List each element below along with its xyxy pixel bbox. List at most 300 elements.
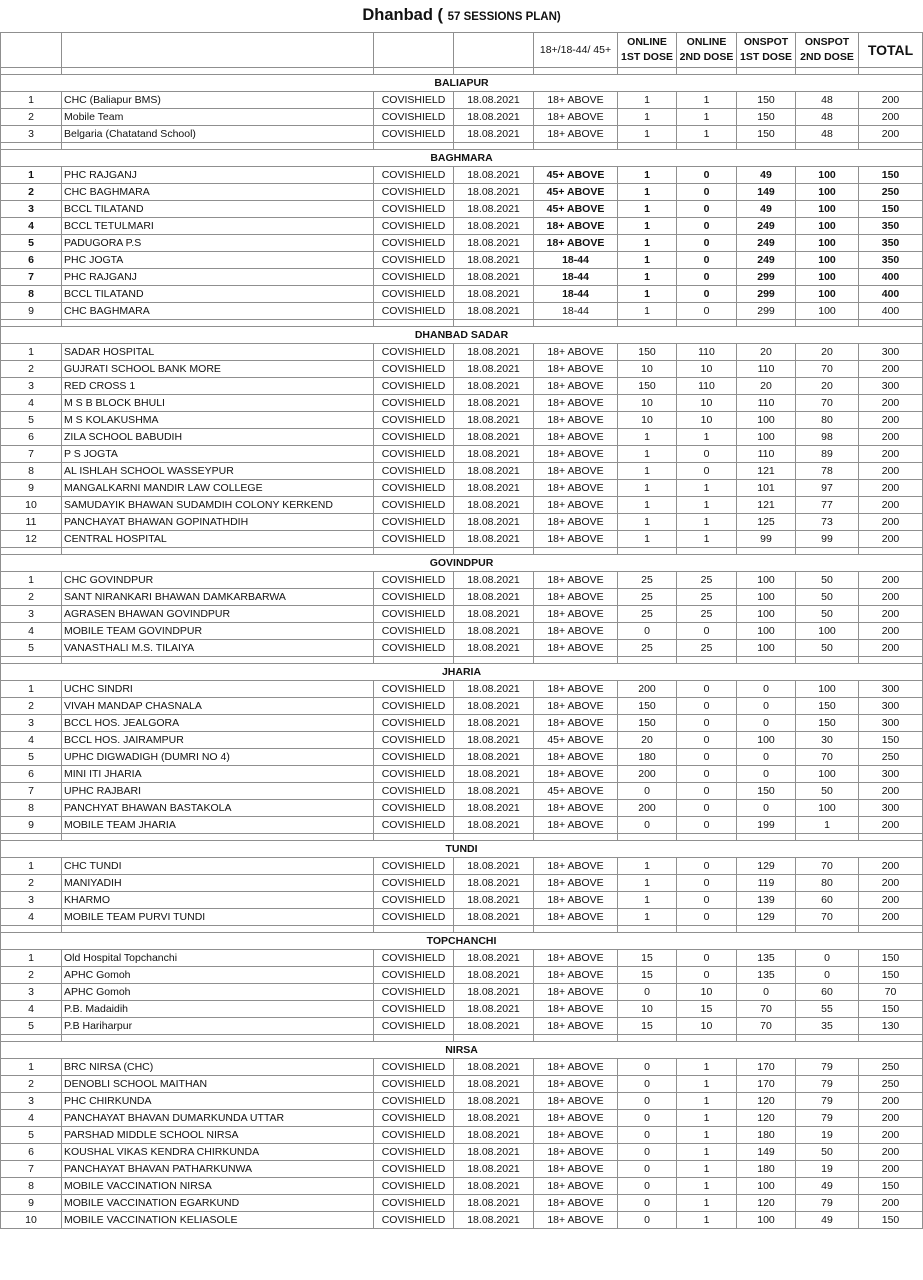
cell-onspot-2nd: 0 xyxy=(796,950,859,967)
spacer-row xyxy=(1,926,923,933)
cell-site: PANCHYAT BHAWAN BASTAKOLA xyxy=(62,800,374,817)
cell-date: 18.08.2021 xyxy=(454,681,534,698)
cell-date: 18.08.2021 xyxy=(454,201,534,218)
cell-onspot-1st: 299 xyxy=(737,303,796,320)
section-title: JHARIA xyxy=(1,664,923,681)
cell-date: 18.08.2021 xyxy=(454,1195,534,1212)
cell-onspot-2nd: 48 xyxy=(796,109,859,126)
cell-serial: 10 xyxy=(1,497,62,514)
cell-online-2nd: 0 xyxy=(677,201,737,218)
cell-vaccine: COVISHIELD xyxy=(374,967,454,984)
spacer-cell xyxy=(454,548,534,555)
cell-vaccine: COVISHIELD xyxy=(374,1127,454,1144)
cell-vaccine: COVISHIELD xyxy=(374,412,454,429)
cell-age-group: 18+ ABOVE xyxy=(534,749,618,766)
cell-online-1st: 1 xyxy=(618,167,677,184)
cell-online-1st: 10 xyxy=(618,361,677,378)
cell-onspot-2nd: 50 xyxy=(796,1144,859,1161)
spacer-cell xyxy=(534,926,618,933)
cell-vaccine: COVISHIELD xyxy=(374,218,454,235)
cell-onspot-2nd: 150 xyxy=(796,698,859,715)
table-row xyxy=(1,480,923,497)
cell-site: PHC RAJGANJ xyxy=(62,167,374,184)
cell-onspot-2nd: 70 xyxy=(796,395,859,412)
cell-online-1st: 0 xyxy=(618,984,677,1001)
cell-vaccine: COVISHIELD xyxy=(374,589,454,606)
cell-onspot-1st: 150 xyxy=(737,109,796,126)
cell-onspot-2nd: 19 xyxy=(796,1161,859,1178)
cell-serial: 7 xyxy=(1,1161,62,1178)
spacer-cell xyxy=(534,1035,618,1042)
cell-age-group: 18+ ABOVE xyxy=(534,623,618,640)
spacer-cell xyxy=(677,657,737,664)
cell-site: BRC NIRSA (CHC) xyxy=(62,1059,374,1076)
table-row xyxy=(1,1059,923,1076)
cell-site: MANIYADIH xyxy=(62,875,374,892)
cell-online-1st: 25 xyxy=(618,572,677,589)
cell-age-group: 18+ ABOVE xyxy=(534,395,618,412)
header-row xyxy=(1,33,923,68)
cell-serial: 9 xyxy=(1,817,62,834)
table-row xyxy=(1,909,923,926)
cell-serial: 5 xyxy=(1,1127,62,1144)
cell-vaccine: COVISHIELD xyxy=(374,480,454,497)
cell-online-2nd: 10 xyxy=(677,984,737,1001)
cell-date: 18.08.2021 xyxy=(454,252,534,269)
cell-onspot-2nd: 80 xyxy=(796,875,859,892)
cell-online-1st: 0 xyxy=(618,817,677,834)
table-row xyxy=(1,1093,923,1110)
cell-online-1st: 0 xyxy=(618,783,677,800)
cell-date: 18.08.2021 xyxy=(454,269,534,286)
spacer-cell xyxy=(737,320,796,327)
table-row xyxy=(1,344,923,361)
cell-age-group: 18+ ABOVE xyxy=(534,967,618,984)
cell-onspot-1st: 249 xyxy=(737,235,796,252)
spacer-cell xyxy=(677,320,737,327)
spacer-cell xyxy=(374,834,454,841)
subtitle-text: 57 SESSIONS PLAN) xyxy=(447,11,561,23)
cell-total: 200 xyxy=(859,92,923,109)
cell-onspot-1st: 100 xyxy=(737,412,796,429)
cell-serial: 9 xyxy=(1,1195,62,1212)
header-blank-date xyxy=(454,33,534,68)
spacer-cell xyxy=(796,834,859,841)
cell-onspot-2nd: 100 xyxy=(796,252,859,269)
table-row xyxy=(1,681,923,698)
cell-age-group: 18+ ABOVE xyxy=(534,126,618,143)
spacer-cell xyxy=(796,926,859,933)
cell-serial: 4 xyxy=(1,1001,62,1018)
cell-total: 300 xyxy=(859,698,923,715)
cell-site: Mobile Team xyxy=(62,109,374,126)
cell-online-2nd: 1 xyxy=(677,1076,737,1093)
spacer-cell xyxy=(374,68,454,75)
cell-date: 18.08.2021 xyxy=(454,909,534,926)
cell-date: 18.08.2021 xyxy=(454,1076,534,1093)
cell-serial: 4 xyxy=(1,623,62,640)
cell-online-1st: 25 xyxy=(618,606,677,623)
table-row xyxy=(1,378,923,395)
cell-site: BCCL HOS. JAIRAMPUR xyxy=(62,732,374,749)
cell-online-2nd: 10 xyxy=(677,1018,737,1035)
cell-site: MOBILE VACCINATION KELIASOLE xyxy=(62,1212,374,1229)
spacer-cell xyxy=(859,834,923,841)
cell-total: 150 xyxy=(859,167,923,184)
cell-onspot-2nd: 150 xyxy=(796,715,859,732)
spacer-cell xyxy=(618,143,677,150)
cell-vaccine: COVISHIELD xyxy=(374,698,454,715)
cell-online-1st: 15 xyxy=(618,967,677,984)
cell-onspot-1st: 101 xyxy=(737,480,796,497)
cell-age-group: 18+ ABOVE xyxy=(534,361,618,378)
cell-online-2nd: 1 xyxy=(677,1127,737,1144)
cell-age-group: 18+ ABOVE xyxy=(534,109,618,126)
cell-site: BCCL TILATAND xyxy=(62,286,374,303)
cell-online-2nd: 1 xyxy=(677,126,737,143)
cell-vaccine: COVISHIELD xyxy=(374,201,454,218)
cell-total: 200 xyxy=(859,1161,923,1178)
cell-onspot-1st: 100 xyxy=(737,606,796,623)
cell-date: 18.08.2021 xyxy=(454,1178,534,1195)
section-header-row xyxy=(1,933,923,950)
cell-date: 18.08.2021 xyxy=(454,858,534,875)
cell-onspot-2nd: 100 xyxy=(796,184,859,201)
cell-online-2nd: 1 xyxy=(677,1093,737,1110)
cell-online-2nd: 25 xyxy=(677,606,737,623)
cell-serial: 1 xyxy=(1,950,62,967)
cell-age-group: 18+ ABOVE xyxy=(534,1212,618,1229)
cell-total: 200 xyxy=(859,606,923,623)
cell-online-2nd: 25 xyxy=(677,589,737,606)
table-row xyxy=(1,531,923,548)
cell-date: 18.08.2021 xyxy=(454,514,534,531)
cell-onspot-2nd: 100 xyxy=(796,681,859,698)
cell-onspot-2nd: 70 xyxy=(796,858,859,875)
section-header-row xyxy=(1,150,923,167)
cell-onspot-1st: 0 xyxy=(737,766,796,783)
cell-vaccine: COVISHIELD xyxy=(374,167,454,184)
cell-onspot-1st: 170 xyxy=(737,1076,796,1093)
cell-site: Belgaria (Chatatand School) xyxy=(62,126,374,143)
cell-total: 150 xyxy=(859,201,923,218)
spacer-cell xyxy=(737,143,796,150)
cell-onspot-1st: 150 xyxy=(737,126,796,143)
cell-vaccine: COVISHIELD xyxy=(374,514,454,531)
cell-online-2nd: 0 xyxy=(677,715,737,732)
cell-vaccine: COVISHIELD xyxy=(374,783,454,800)
table-row xyxy=(1,109,923,126)
cell-onspot-2nd: 98 xyxy=(796,429,859,446)
spacer-cell xyxy=(618,834,677,841)
spacer-cell xyxy=(62,1035,374,1042)
cell-online-1st: 200 xyxy=(618,766,677,783)
cell-online-1st: 1 xyxy=(618,303,677,320)
table-row xyxy=(1,201,923,218)
cell-online-2nd: 0 xyxy=(677,800,737,817)
cell-date: 18.08.2021 xyxy=(454,378,534,395)
cell-date: 18.08.2021 xyxy=(454,640,534,657)
table-row xyxy=(1,252,923,269)
cell-age-group: 18+ ABOVE xyxy=(534,681,618,698)
cell-serial: 1 xyxy=(1,681,62,698)
cell-online-2nd: 1 xyxy=(677,497,737,514)
cell-date: 18.08.2021 xyxy=(454,749,534,766)
table-row xyxy=(1,92,923,109)
cell-onspot-2nd: 20 xyxy=(796,344,859,361)
cell-online-2nd: 1 xyxy=(677,1212,737,1229)
cell-total: 350 xyxy=(859,252,923,269)
cell-online-2nd: 1 xyxy=(677,1178,737,1195)
table-row xyxy=(1,950,923,967)
cell-serial: 2 xyxy=(1,875,62,892)
cell-onspot-1st: 170 xyxy=(737,1059,796,1076)
cell-total: 150 xyxy=(859,950,923,967)
cell-vaccine: COVISHIELD xyxy=(374,1144,454,1161)
cell-age-group: 18+ ABOVE xyxy=(534,92,618,109)
title-row xyxy=(1,0,923,33)
cell-onspot-2nd: 97 xyxy=(796,480,859,497)
cell-onspot-1st: 110 xyxy=(737,361,796,378)
cell-online-1st: 150 xyxy=(618,378,677,395)
table-row xyxy=(1,606,923,623)
cell-onspot-1st: 100 xyxy=(737,429,796,446)
cell-onspot-1st: 0 xyxy=(737,715,796,732)
table-row xyxy=(1,395,923,412)
spacer-cell xyxy=(618,1035,677,1042)
cell-onspot-2nd: 50 xyxy=(796,572,859,589)
cell-online-1st: 0 xyxy=(618,1212,677,1229)
section-title: BAGHMARA xyxy=(1,150,923,167)
cell-vaccine: COVISHIELD xyxy=(374,109,454,126)
table-row xyxy=(1,429,923,446)
cell-vaccine: COVISHIELD xyxy=(374,1018,454,1035)
spacer-cell xyxy=(534,143,618,150)
spacer-cell xyxy=(859,68,923,75)
cell-site: MOBILE TEAM JHARIA xyxy=(62,817,374,834)
spacer-cell xyxy=(534,657,618,664)
cell-onspot-1st: 110 xyxy=(737,446,796,463)
spacer-cell xyxy=(796,548,859,555)
cell-onspot-1st: 100 xyxy=(737,572,796,589)
cell-online-1st: 150 xyxy=(618,698,677,715)
cell-serial: 4 xyxy=(1,395,62,412)
cell-serial: 1 xyxy=(1,858,62,875)
cell-online-1st: 1 xyxy=(618,531,677,548)
cell-onspot-1st: 100 xyxy=(737,732,796,749)
cell-total: 200 xyxy=(859,640,923,657)
cell-total: 200 xyxy=(859,446,923,463)
cell-age-group: 18+ ABOVE xyxy=(534,1178,618,1195)
table-row xyxy=(1,269,923,286)
cell-age-group: 18+ ABOVE xyxy=(534,1110,618,1127)
spacer-cell xyxy=(1,657,62,664)
cell-vaccine: COVISHIELD xyxy=(374,395,454,412)
table-row xyxy=(1,858,923,875)
table-row xyxy=(1,1195,923,1212)
cell-online-2nd: 0 xyxy=(677,892,737,909)
cell-serial: 5 xyxy=(1,749,62,766)
cell-total: 200 xyxy=(859,531,923,548)
cell-date: 18.08.2021 xyxy=(454,623,534,640)
cell-onspot-2nd: 0 xyxy=(796,967,859,984)
cell-serial: 5 xyxy=(1,640,62,657)
spacer-cell xyxy=(62,143,374,150)
cell-online-2nd: 1 xyxy=(677,1110,737,1127)
cell-total: 200 xyxy=(859,892,923,909)
spacer-row xyxy=(1,1035,923,1042)
table-row xyxy=(1,749,923,766)
cell-onspot-1st: 100 xyxy=(737,640,796,657)
cell-online-2nd: 0 xyxy=(677,698,737,715)
cell-date: 18.08.2021 xyxy=(454,967,534,984)
spacer-cell xyxy=(534,834,618,841)
cell-online-2nd: 0 xyxy=(677,286,737,303)
cell-total: 200 xyxy=(859,126,923,143)
spacer-cell xyxy=(618,320,677,327)
cell-onspot-2nd: 100 xyxy=(796,623,859,640)
cell-online-2nd: 0 xyxy=(677,783,737,800)
section-header-row xyxy=(1,555,923,572)
cell-vaccine: COVISHIELD xyxy=(374,715,454,732)
spacer-cell xyxy=(618,657,677,664)
cell-serial: 6 xyxy=(1,766,62,783)
header-blank-site xyxy=(62,33,374,68)
cell-serial: 2 xyxy=(1,109,62,126)
table-row xyxy=(1,783,923,800)
spacer-cell xyxy=(1,143,62,150)
cell-onspot-1st: 125 xyxy=(737,514,796,531)
spacer-cell xyxy=(859,926,923,933)
spacer-cell xyxy=(859,320,923,327)
cell-date: 18.08.2021 xyxy=(454,126,534,143)
spacer-cell xyxy=(62,548,374,555)
cell-online-1st: 0 xyxy=(618,1093,677,1110)
cell-onspot-1st: 0 xyxy=(737,681,796,698)
cell-onspot-2nd: 48 xyxy=(796,92,859,109)
cell-total: 200 xyxy=(859,361,923,378)
cell-total: 200 xyxy=(859,1144,923,1161)
cell-serial: 2 xyxy=(1,589,62,606)
cell-serial: 9 xyxy=(1,303,62,320)
spacer-cell xyxy=(454,143,534,150)
cell-online-2nd: 25 xyxy=(677,640,737,657)
cell-date: 18.08.2021 xyxy=(454,984,534,1001)
cell-onspot-2nd: 70 xyxy=(796,749,859,766)
cell-online-2nd: 0 xyxy=(677,858,737,875)
cell-online-1st: 15 xyxy=(618,1018,677,1035)
cell-total: 200 xyxy=(859,623,923,640)
cell-serial: 3 xyxy=(1,378,62,395)
section-title: NIRSA xyxy=(1,1042,923,1059)
table-row xyxy=(1,361,923,378)
cell-date: 18.08.2021 xyxy=(454,463,534,480)
cell-age-group: 18+ ABOVE xyxy=(534,1093,618,1110)
cell-age-group: 18-44 xyxy=(534,252,618,269)
cell-age-group: 45+ ABOVE xyxy=(534,167,618,184)
spacer-cell xyxy=(374,548,454,555)
cell-vaccine: COVISHIELD xyxy=(374,858,454,875)
cell-online-2nd: 0 xyxy=(677,218,737,235)
spacer-cell xyxy=(859,548,923,555)
spacer-cell xyxy=(737,657,796,664)
cell-age-group: 18+ ABOVE xyxy=(534,858,618,875)
cell-date: 18.08.2021 xyxy=(454,361,534,378)
cell-serial: 2 xyxy=(1,361,62,378)
cell-online-2nd: 0 xyxy=(677,252,737,269)
cell-date: 18.08.2021 xyxy=(454,480,534,497)
cell-vaccine: COVISHIELD xyxy=(374,1001,454,1018)
cell-age-group: 18+ ABOVE xyxy=(534,817,618,834)
cell-onspot-1st: 149 xyxy=(737,1144,796,1161)
cell-vaccine: COVISHIELD xyxy=(374,909,454,926)
cell-date: 18.08.2021 xyxy=(454,446,534,463)
cell-date: 18.08.2021 xyxy=(454,1001,534,1018)
cell-age-group: 18+ ABOVE xyxy=(534,1195,618,1212)
cell-total: 200 xyxy=(859,429,923,446)
spacer-cell xyxy=(796,143,859,150)
cell-online-1st: 1 xyxy=(618,514,677,531)
cell-date: 18.08.2021 xyxy=(454,572,534,589)
cell-onspot-1st: 149 xyxy=(737,184,796,201)
cell-online-1st: 1 xyxy=(618,858,677,875)
cell-site: PADUGORA P.S xyxy=(62,235,374,252)
cell-date: 18.08.2021 xyxy=(454,606,534,623)
cell-site: CHC TUNDI xyxy=(62,858,374,875)
cell-total: 130 xyxy=(859,1018,923,1035)
cell-onspot-2nd: 50 xyxy=(796,783,859,800)
cell-site: UCHC SINDRI xyxy=(62,681,374,698)
cell-onspot-2nd: 20 xyxy=(796,378,859,395)
cell-total: 300 xyxy=(859,715,923,732)
cell-onspot-2nd: 79 xyxy=(796,1110,859,1127)
cell-vaccine: COVISHIELD xyxy=(374,1161,454,1178)
cell-onspot-2nd: 79 xyxy=(796,1093,859,1110)
cell-site: M S KOLAKUSHMA xyxy=(62,412,374,429)
cell-site: MINI ITI JHARIA xyxy=(62,766,374,783)
cell-serial: 3 xyxy=(1,715,62,732)
cell-date: 18.08.2021 xyxy=(454,766,534,783)
cell-online-2nd: 0 xyxy=(677,167,737,184)
cell-age-group: 18+ ABOVE xyxy=(534,1001,618,1018)
cell-total: 150 xyxy=(859,1212,923,1229)
cell-site: MOBILE TEAM PURVI TUNDI xyxy=(62,909,374,926)
spacer-cell xyxy=(454,834,534,841)
cell-total: 200 xyxy=(859,497,923,514)
cell-serial: 3 xyxy=(1,126,62,143)
cell-serial: 1 xyxy=(1,344,62,361)
cell-total: 250 xyxy=(859,1076,923,1093)
cell-online-1st: 0 xyxy=(618,1076,677,1093)
cell-vaccine: COVISHIELD xyxy=(374,766,454,783)
cell-total: 150 xyxy=(859,1178,923,1195)
table-row xyxy=(1,984,923,1001)
cell-serial: 5 xyxy=(1,412,62,429)
spacer-cell xyxy=(859,1035,923,1042)
cell-date: 18.08.2021 xyxy=(454,817,534,834)
cell-date: 18.08.2021 xyxy=(454,286,534,303)
cell-date: 18.08.2021 xyxy=(454,1110,534,1127)
cell-vaccine: COVISHIELD xyxy=(374,92,454,109)
cell-serial: 6 xyxy=(1,1144,62,1161)
cell-vaccine: COVISHIELD xyxy=(374,497,454,514)
cell-vaccine: COVISHIELD xyxy=(374,531,454,548)
cell-onspot-1st: 249 xyxy=(737,218,796,235)
cell-vaccine: COVISHIELD xyxy=(374,640,454,657)
cell-date: 18.08.2021 xyxy=(454,589,534,606)
cell-onspot-2nd: 70 xyxy=(796,361,859,378)
cell-vaccine: COVISHIELD xyxy=(374,681,454,698)
